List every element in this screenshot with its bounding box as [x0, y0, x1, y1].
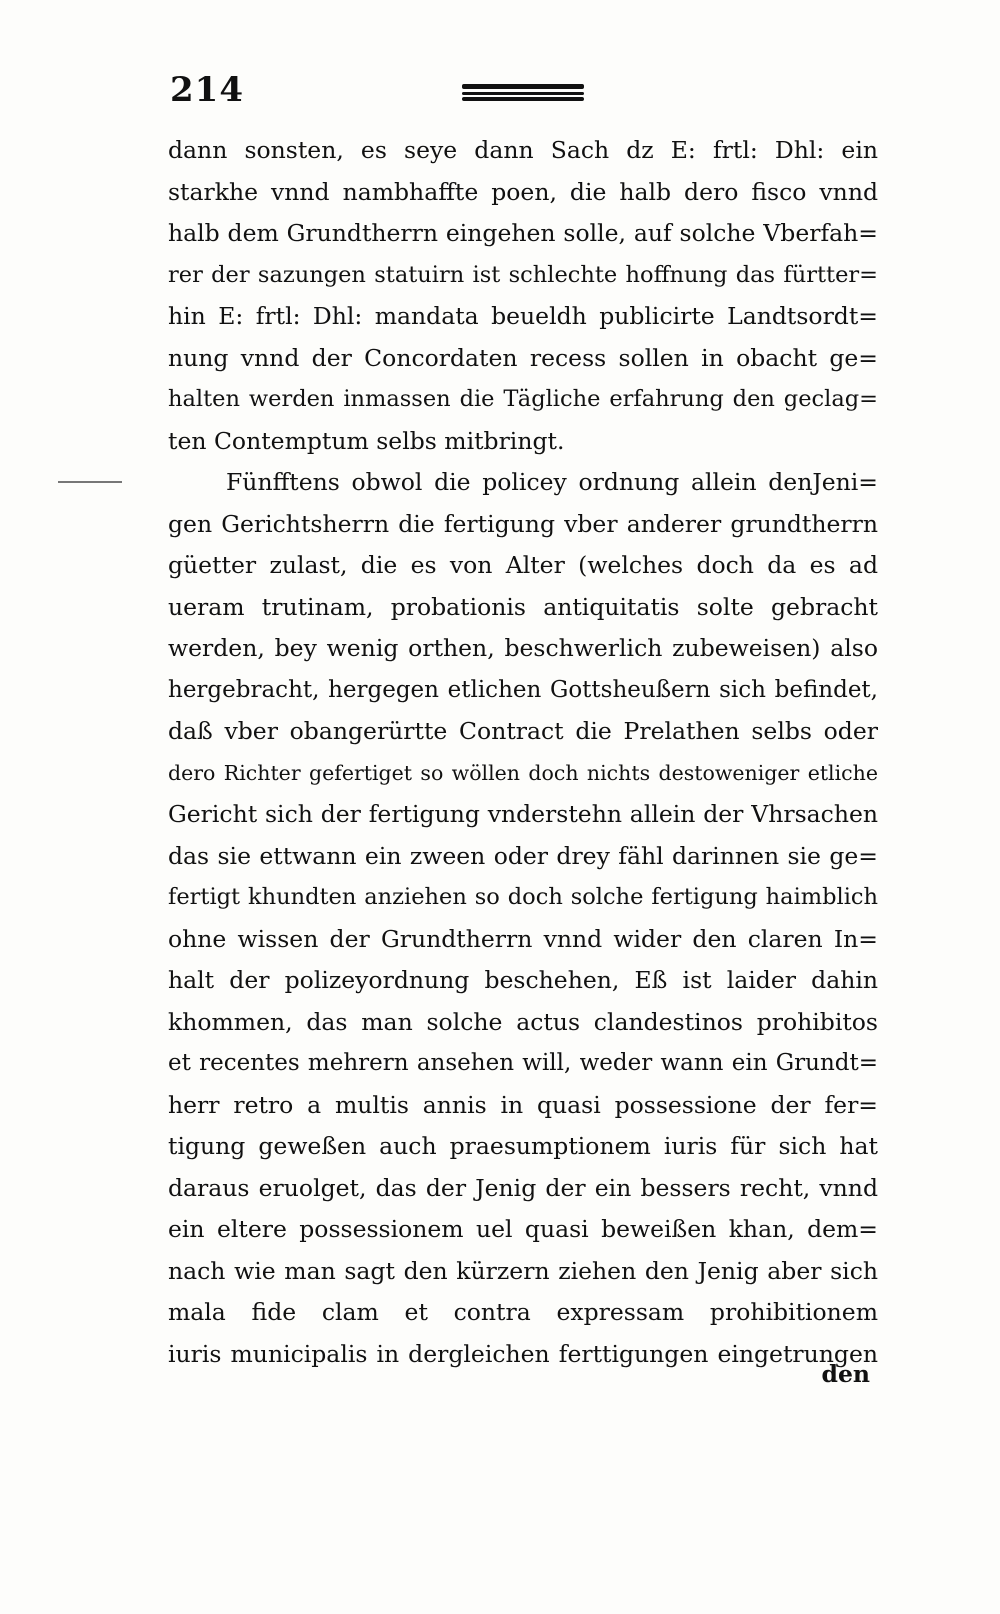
text-line-paragraph-start: Fünfftens obwol die policey ordnung allein denJeni=	[226, 468, 878, 496]
margin-mark	[58, 481, 122, 483]
text-line: rer der sazungen statuirn ist schlechte hoffnung das fürtter=	[168, 261, 878, 288]
text-line: gen Gerichtsherrn die fertigung vber anderer grundtherrn	[168, 509, 878, 538]
text-line: hin E: frtl: Dhl: mandata beueldh publicirte Landtsordt=	[168, 302, 878, 330]
text-line: halb dem Grundtherrn eingehen solle, auf solche Vberfah=	[168, 219, 878, 247]
text-line: ohne wissen der Grundtherrn vnnd wider den claren In=	[168, 924, 878, 953]
header-ornament-rule	[462, 84, 584, 102]
text-line: das sie ettwann ein zween oder drey fähl darinnen sie ge=	[168, 841, 878, 870]
text-line: khommen, das man solche actus clandestinos prohibitos	[168, 1007, 878, 1036]
rule-bar-bottom	[462, 97, 584, 101]
text-line: daß vber obangerürtte Contract die Prelathen selbs oder	[168, 717, 878, 745]
text-line: nung vnnd der Concordaten recess sollen in obacht ge=	[168, 343, 878, 372]
text-line: dann sonsten, es seye dann Sach dz E: frtl: Dhl: ein	[168, 136, 878, 164]
page-number: 214	[170, 70, 244, 110]
text-line: tigung geweßen auch praesumptionem iuris für sich hat	[168, 1132, 878, 1160]
rule-bar-middle	[462, 92, 584, 95]
text-line: dero Richter gefertiget so wöllen doch nichts destoweniger etliche	[168, 760, 878, 785]
text-line: güetter zulast, die es von Alter (welches doch da es ad	[168, 551, 878, 579]
text-line: ein eltere possessionem uel quasi beweißen khan, dem=	[168, 1215, 878, 1243]
text-line: ueram trutinam, probationis antiquitatis solte gebracht	[168, 592, 878, 621]
text-line: halt der polizeyordnung beschehen, Eß ist laider dahin	[168, 966, 878, 994]
catchword: den	[821, 1360, 870, 1388]
text-line: halten werden inmassen die Tägliche erfahrung den geclag=	[168, 386, 878, 412]
text-line: daraus eruolget, das der Jenig der ein bessers recht, vnnd	[168, 1173, 878, 1202]
text-line: hergebracht, hergegen etlichen Gottsheußern sich befindet,	[168, 676, 878, 703]
rule-bar-top	[462, 84, 584, 89]
body-text	[168, 130, 878, 1375]
text-line: starkhe vnnd nambhaffte poen, die halb dero fisco vnnd	[168, 177, 878, 206]
text-line: fertigt khundten anziehen so doch solche fertigung haimblich	[168, 884, 878, 910]
text-line: iuris municipalis in dergleichen ferttigungen eingetrungen	[168, 1339, 878, 1368]
text-line: Gericht sich der fertigung vnderstehn allein der Vhrsachen	[168, 800, 878, 828]
text-line: mala fide clam et contra expressam prohibitionem	[168, 1298, 878, 1326]
text-line: ten Contemptum selbs mitbringt.	[168, 426, 565, 455]
text-line: herr retro a multis annis in quasi possessione der fer=	[168, 1090, 878, 1119]
text-line: werden, bey wenig orthen, beschwerlich zubeweisen) also	[168, 634, 878, 662]
text-line: et recentes mehrern ansehen will, weder wann ein Grundt=	[168, 1050, 878, 1076]
text-line: nach wie man sagt den kürzern ziehen den Jenig aber sich	[168, 1256, 878, 1285]
